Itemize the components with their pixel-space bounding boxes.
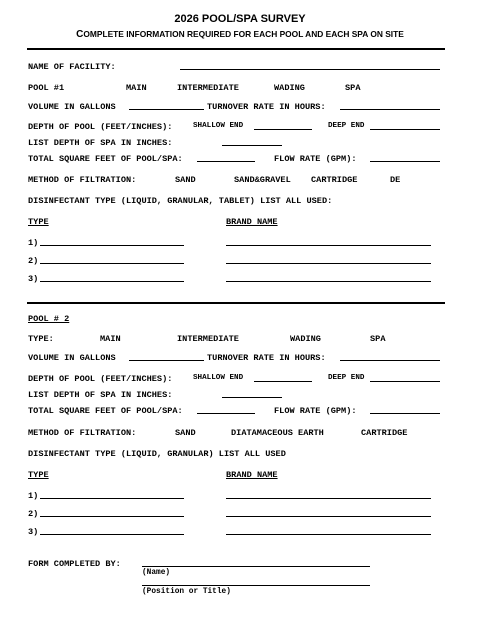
pool2-flow-label: FLOW RATE (GPM): xyxy=(274,406,357,416)
pool2-sqft-label: TOTAL SQUARE FEET OF POOL/SPA: xyxy=(28,406,183,416)
pool2-filtration-sand[interactable]: SAND xyxy=(175,428,196,438)
pool1-row-2-type-field[interactable] xyxy=(40,263,184,264)
pool2-row-1-brand-field[interactable] xyxy=(226,498,431,499)
pool1-filtration-sand-gravel[interactable]: SAND&GRAVEL xyxy=(234,175,291,185)
pool1-row-2-label: 2) xyxy=(28,256,39,266)
facility-name-field[interactable] xyxy=(180,69,440,70)
pool1-shallow-field[interactable] xyxy=(254,129,312,130)
pool1-volume-field[interactable] xyxy=(129,109,204,110)
pool1-type-wading[interactable]: WADING xyxy=(274,83,305,93)
pool1-filtration-label: METHOD OF FILTRATION: xyxy=(28,175,137,185)
pool1-deep-label: DEEP END xyxy=(328,122,365,130)
pool2-type-main[interactable]: MAIN xyxy=(100,334,121,344)
pool2-type-wading[interactable]: WADING xyxy=(290,334,321,344)
pool1-depth-label: DEPTH OF POOL (FEET/INCHES): xyxy=(28,122,173,132)
pool1-turnover-label: TURNOVER RATE IN HOURS: xyxy=(207,102,326,112)
pool2-sqft-field[interactable] xyxy=(197,413,255,414)
pool2-filtration-cartridge[interactable]: CARTRIDGE xyxy=(361,428,408,438)
pool2-disinfectant-label: DISINFECTANT TYPE (LIQUID, GRANULAR) LIST ALL USED xyxy=(28,449,286,459)
pool2-spa-depth-field[interactable] xyxy=(222,397,282,398)
pool2-type-spa[interactable]: SPA xyxy=(370,334,386,344)
pool1-type-intermediate[interactable]: INTERMEDIATE xyxy=(177,83,239,93)
pool1-row-3-label: 3) xyxy=(28,274,39,284)
pool2-type-label: TYPE: xyxy=(28,334,54,344)
pool2-row-1-type-field[interactable] xyxy=(40,498,184,499)
pool1-row-1-label: 1) xyxy=(28,238,39,248)
pool2-flow-field[interactable] xyxy=(370,413,440,414)
section-divider xyxy=(27,302,445,304)
pool1-sqft-field[interactable] xyxy=(197,161,255,162)
pool1-volume-label: VOLUME IN GALLONS xyxy=(28,102,116,112)
pool2-turnover-field[interactable] xyxy=(340,360,440,361)
pool2-deep-label: DEEP END xyxy=(328,374,365,382)
pool2-label: POOL # 2 xyxy=(28,314,70,324)
pool1-row-3-type-field[interactable] xyxy=(40,281,184,282)
pool2-deep-field[interactable] xyxy=(370,381,440,382)
form-subtitle: COMPLETE INFORMATION REQUIRED FOR EACH POOL AND EACH SPA ON SITE xyxy=(76,29,404,40)
position-caption: (Position or Title) xyxy=(142,588,231,596)
pool1-spa-depth-field[interactable] xyxy=(222,145,282,146)
pool1-turnover-field[interactable] xyxy=(340,109,440,110)
pool1-sqft-label: TOTAL SQUARE FEET OF POOL/SPA: xyxy=(28,154,183,164)
pool1-type-spa[interactable]: SPA xyxy=(345,83,361,93)
pool2-row-2-type-field[interactable] xyxy=(40,516,184,517)
pool1-row-2-brand-field[interactable] xyxy=(226,263,431,264)
pool2-row-2-brand-field[interactable] xyxy=(226,516,431,517)
facility-label: NAME OF FACILITY: xyxy=(28,62,116,72)
name-caption: (Name) xyxy=(142,569,171,577)
pool2-turnover-label: TURNOVER RATE IN HOURS: xyxy=(207,353,326,363)
pool1-spa-depth-label: LIST DEPTH OF SPA IN INCHES: xyxy=(28,138,173,148)
pool1-shallow-label: SHALLOW END xyxy=(193,122,244,130)
pool2-filtration-diatomaceous-earth[interactable]: DIATAMACEOUS EARTH xyxy=(231,428,324,438)
form-title: 2026 POOL/SPA SURVEY xyxy=(174,13,306,25)
completed-by-position-field[interactable] xyxy=(142,585,370,586)
pool1-flow-label: FLOW RATE (GPM): xyxy=(274,154,357,164)
pool1-row-1-brand-field[interactable] xyxy=(226,245,431,246)
pool2-row-1-label: 1) xyxy=(28,491,39,501)
pool2-row-3-brand-field[interactable] xyxy=(226,534,431,535)
pool2-volume-field[interactable] xyxy=(129,360,204,361)
completed-by-name-field[interactable] xyxy=(142,566,370,567)
pool1-label: POOL #1 xyxy=(28,83,65,93)
pool1-row-3-brand-field[interactable] xyxy=(226,281,431,282)
pool2-filtration-label: METHOD OF FILTRATION: xyxy=(28,428,137,438)
pool2-brand-header: BRAND NAME xyxy=(226,470,278,480)
pool2-type-intermediate[interactable]: INTERMEDIATE xyxy=(177,334,239,344)
pool2-depth-label: DEPTH OF POOL (FEET/INCHES): xyxy=(28,374,173,384)
pool1-filtration-de[interactable]: DE xyxy=(390,175,401,185)
pool1-disinfectant-label: DISINFECTANT TYPE (LIQUID, GRANULAR, TABLET) LIST ALL USED: xyxy=(28,196,333,206)
pool2-row-3-label: 3) xyxy=(28,527,39,537)
pool1-row-1-type-field[interactable] xyxy=(40,245,184,246)
pool1-type-main[interactable]: MAIN xyxy=(126,83,147,93)
pool2-row-3-type-field[interactable] xyxy=(40,534,184,535)
pool1-filtration-sand[interactable]: SAND xyxy=(175,175,196,185)
pool2-volume-label: VOLUME IN GALLONS xyxy=(28,353,116,363)
pool2-spa-depth-label: LIST DEPTH OF SPA IN INCHES: xyxy=(28,390,173,400)
completed-by-label: FORM COMPLETED BY: xyxy=(28,559,121,569)
pool2-type-header: TYPE xyxy=(28,470,49,480)
pool1-deep-field[interactable] xyxy=(370,129,440,130)
pool2-shallow-field[interactable] xyxy=(254,381,312,382)
pool1-filtration-cartridge[interactable]: CARTRIDGE xyxy=(311,175,358,185)
pool1-flow-field[interactable] xyxy=(370,161,440,162)
pool1-brand-header: BRAND NAME xyxy=(226,217,278,227)
pool2-shallow-label: SHALLOW END xyxy=(193,374,244,382)
header-divider xyxy=(27,48,445,50)
pool2-row-2-label: 2) xyxy=(28,509,39,519)
pool1-type-header: TYPE xyxy=(28,217,49,227)
